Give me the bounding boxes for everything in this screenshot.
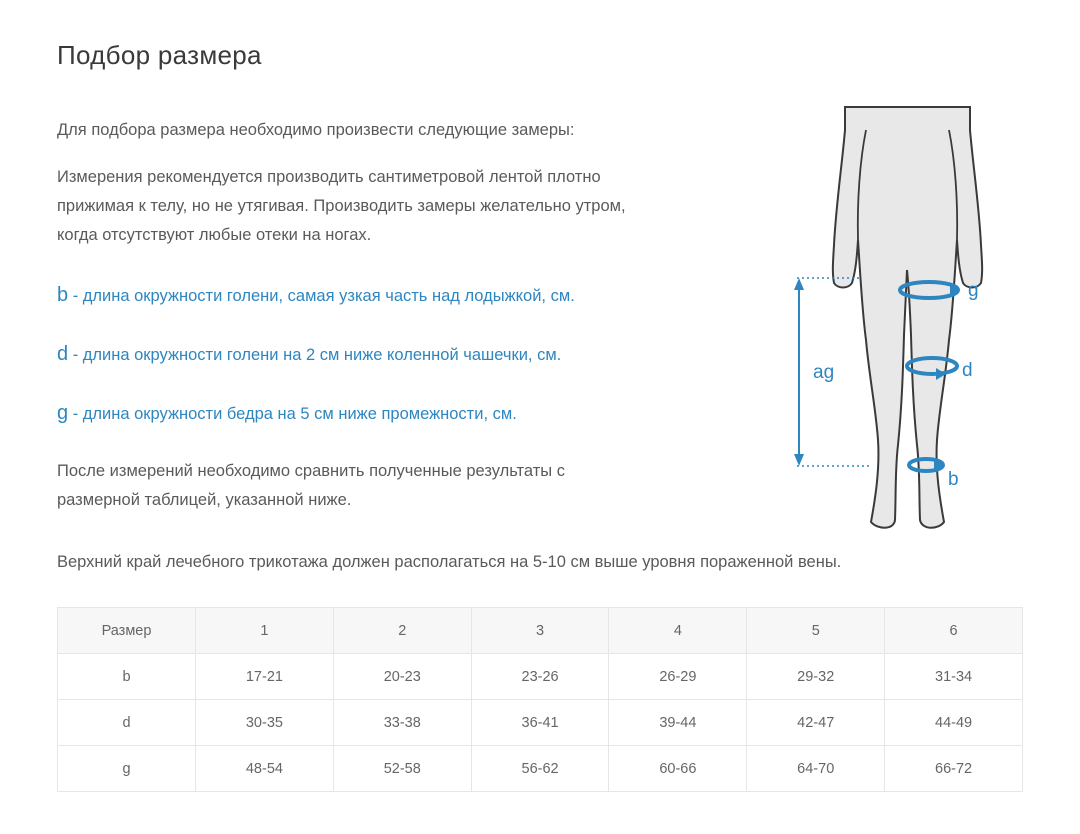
table-header-cell: Размер bbox=[58, 608, 196, 654]
label-g: g bbox=[968, 280, 979, 301]
measure-letter: b bbox=[57, 284, 69, 306]
measure-letter: g bbox=[57, 402, 69, 424]
table-cell: 60-66 bbox=[609, 746, 747, 792]
table-cell: 52-58 bbox=[333, 746, 471, 792]
table-header-cell: 1 bbox=[196, 608, 334, 654]
table-cell: 64-70 bbox=[747, 746, 885, 792]
table-header-cell: 3 bbox=[471, 608, 609, 654]
comparison-note bbox=[57, 457, 697, 515]
upper-edge-note: Верхний край лечебного трикотажа должен располагаться на 5-10 см выше уровня пораженной вены. bbox=[57, 553, 842, 571]
measure-text: - длина окружности голени на 2 см ниже коленной чашечки, см. bbox=[68, 346, 562, 364]
measure-letter: d bbox=[57, 343, 69, 365]
size-table bbox=[57, 607, 1023, 792]
table-cell: 66-72 bbox=[885, 746, 1023, 792]
after-line: После измерений необходимо сравнить полученные результаты с bbox=[57, 462, 565, 480]
measure-text: - длина окружности бедра на 5 см ниже промежности, см. bbox=[68, 405, 517, 423]
advice-line: когда отсутствуют любые отеки на ногах. bbox=[57, 226, 372, 244]
intro-text: Для подбора размера необходимо произвести следующие замеры: bbox=[57, 121, 575, 139]
label-ag: ag bbox=[813, 362, 835, 383]
table-cell: 17-21 bbox=[196, 654, 334, 700]
table-cell: g bbox=[58, 746, 196, 792]
table-cell: 36-41 bbox=[471, 700, 609, 746]
table-header-cell: 4 bbox=[609, 608, 747, 654]
table-cell: d bbox=[58, 700, 196, 746]
table-cell: 30-35 bbox=[196, 700, 334, 746]
page-title: Подбор размера bbox=[57, 40, 262, 70]
table-header-cell: 2 bbox=[333, 608, 471, 654]
measure-g-description bbox=[57, 399, 517, 429]
table-cell: 31-34 bbox=[885, 654, 1023, 700]
table-header-cell: 5 bbox=[747, 608, 885, 654]
advice-line: Измерения рекомендуется производить сантиметровой лентой плотно bbox=[57, 168, 601, 186]
leg-measurement-figure bbox=[780, 100, 1000, 540]
label-d: d bbox=[962, 360, 973, 381]
table-cell: 42-47 bbox=[747, 700, 885, 746]
table-header-cell: 6 bbox=[885, 608, 1023, 654]
table-cell: 23-26 bbox=[471, 654, 609, 700]
after-line: размерной таблицей, указанной ниже. bbox=[57, 491, 352, 509]
table-cell: 48-54 bbox=[196, 746, 334, 792]
measure-b-description bbox=[57, 281, 575, 311]
advice-line: прижимая к телу, но не утягивая. Производить замеры желательно утром, bbox=[57, 197, 626, 215]
label-b: b bbox=[948, 469, 959, 490]
table-cell: 26-29 bbox=[609, 654, 747, 700]
measure-text: - длина окружности голени, самая узкая часть над лодыжкой, см. bbox=[68, 287, 575, 305]
table-row bbox=[58, 700, 1023, 746]
table-row bbox=[58, 746, 1023, 792]
table-cell: 29-32 bbox=[747, 654, 885, 700]
table-cell: 33-38 bbox=[333, 700, 471, 746]
table-cell: b bbox=[58, 654, 196, 700]
measure-d-description bbox=[57, 340, 561, 370]
table-cell: 20-23 bbox=[333, 654, 471, 700]
table-cell: 44-49 bbox=[885, 700, 1023, 746]
table-cell: 39-44 bbox=[609, 700, 747, 746]
measurement-advice bbox=[57, 163, 757, 250]
table-row bbox=[58, 654, 1023, 700]
table-header-row bbox=[58, 608, 1023, 654]
table-cell: 56-62 bbox=[471, 746, 609, 792]
